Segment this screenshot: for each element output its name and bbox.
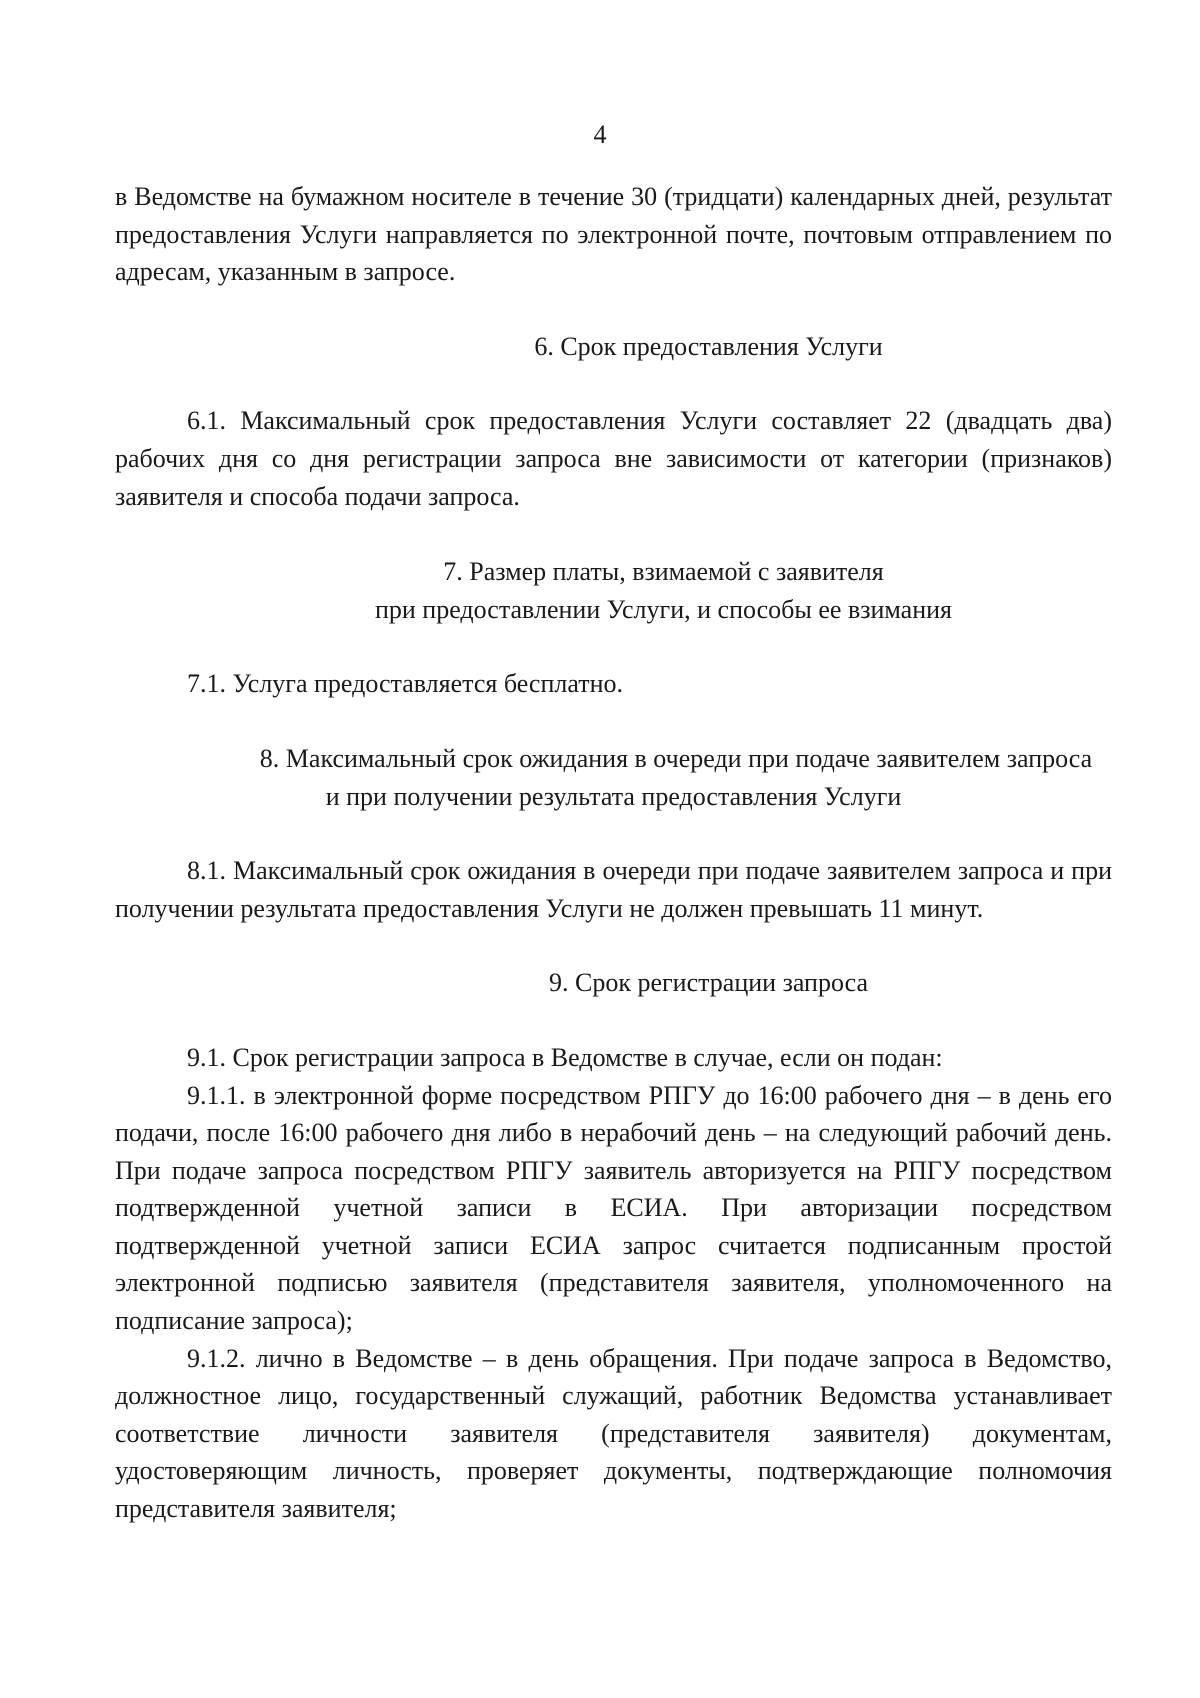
spacer [115, 365, 1112, 402]
paragraph-8-1: 8.1. Максимальный срок ожидания в очереди при подаче заявителем запроса и при получении результата предоставления Услуги не должен превышать 11 минут. [115, 856, 1112, 923]
section-7-heading-line-2: при предоставлении Услуги, и способы ее взимания [374, 594, 953, 624]
spacer [115, 703, 1112, 740]
paragraph-6-1: 6.1. Максимальный срок предоставления Услуги составляет 22 (двадцать два) рабочих дня со дня регистрации запроса вне зависимости от категории (признаков) заявителя и способа подачи запроса. [115, 406, 1112, 511]
spacer [115, 291, 1112, 328]
paragraph-9-1-1: 9.1.1. в электронной форме посредством РПГУ до 16:00 рабочего дня – в день его подачи, после 16:00 рабочего дня либо в нерабочий день – на следующий рабочий день. При подаче запроса посредством РПГУ заявитель авторизуется на РПГУ посредством подтвержденной учетной записи в ЕСИА. При авторизации посредством подтвержденной учетной записи ЕСИА запрос считается подписанным простой электронной подписью заявителя (представителя заявителя, уполномоченного на подписание запроса); [115, 1080, 1112, 1336]
section-8-heading-line-1: 8. Максимальный срок ожидания в очереди при подаче заявителем запроса [259, 743, 1093, 773]
spacer [115, 515, 1112, 553]
paragraph-7-1: 7.1. Услуга предоставляется бесплатно. [187, 669, 623, 699]
paragraph-9-1-2: 9.1.2. лично в Ведомстве – в день обращения. При подаче запроса в Ведомство, должностное лицо, государственный служащий, работник Ведомства устанавливает соответствие личности заявителя (представителя заявителя) документам, удостоверяющим личность, проверяет документы, подтверждающие полномочия представителя заявителя; [115, 1343, 1112, 1524]
page-number: 4 [593, 120, 607, 149]
spacer [115, 628, 1112, 665]
document-body [115, 178, 1112, 1528]
section-6-heading: 6. Срок предоставления Услуги [534, 331, 883, 361]
section-8-heading-line-2: и при получении результата предоставления Услуги [325, 781, 902, 811]
spacer [115, 927, 1112, 964]
spacer [115, 815, 1112, 852]
intro-paragraph: в Ведомстве на бумажном носителе в течение 30 (тридцати) календарных дней, результат предоставления Услуги направляется по электронной почте, почтовым отправлением по адресам, указанным в запросе. [115, 182, 1112, 287]
paragraph-9-1: 9.1. Срок регистрации запроса в Ведомстве в случае, если он подан: [187, 1042, 943, 1072]
section-9-heading: 9. Срок регистрации запроса [548, 968, 869, 998]
spacer [115, 1002, 1112, 1039]
section-7-heading-line-1: 7. Размер платы, взимаемой с заявителя [443, 557, 884, 587]
